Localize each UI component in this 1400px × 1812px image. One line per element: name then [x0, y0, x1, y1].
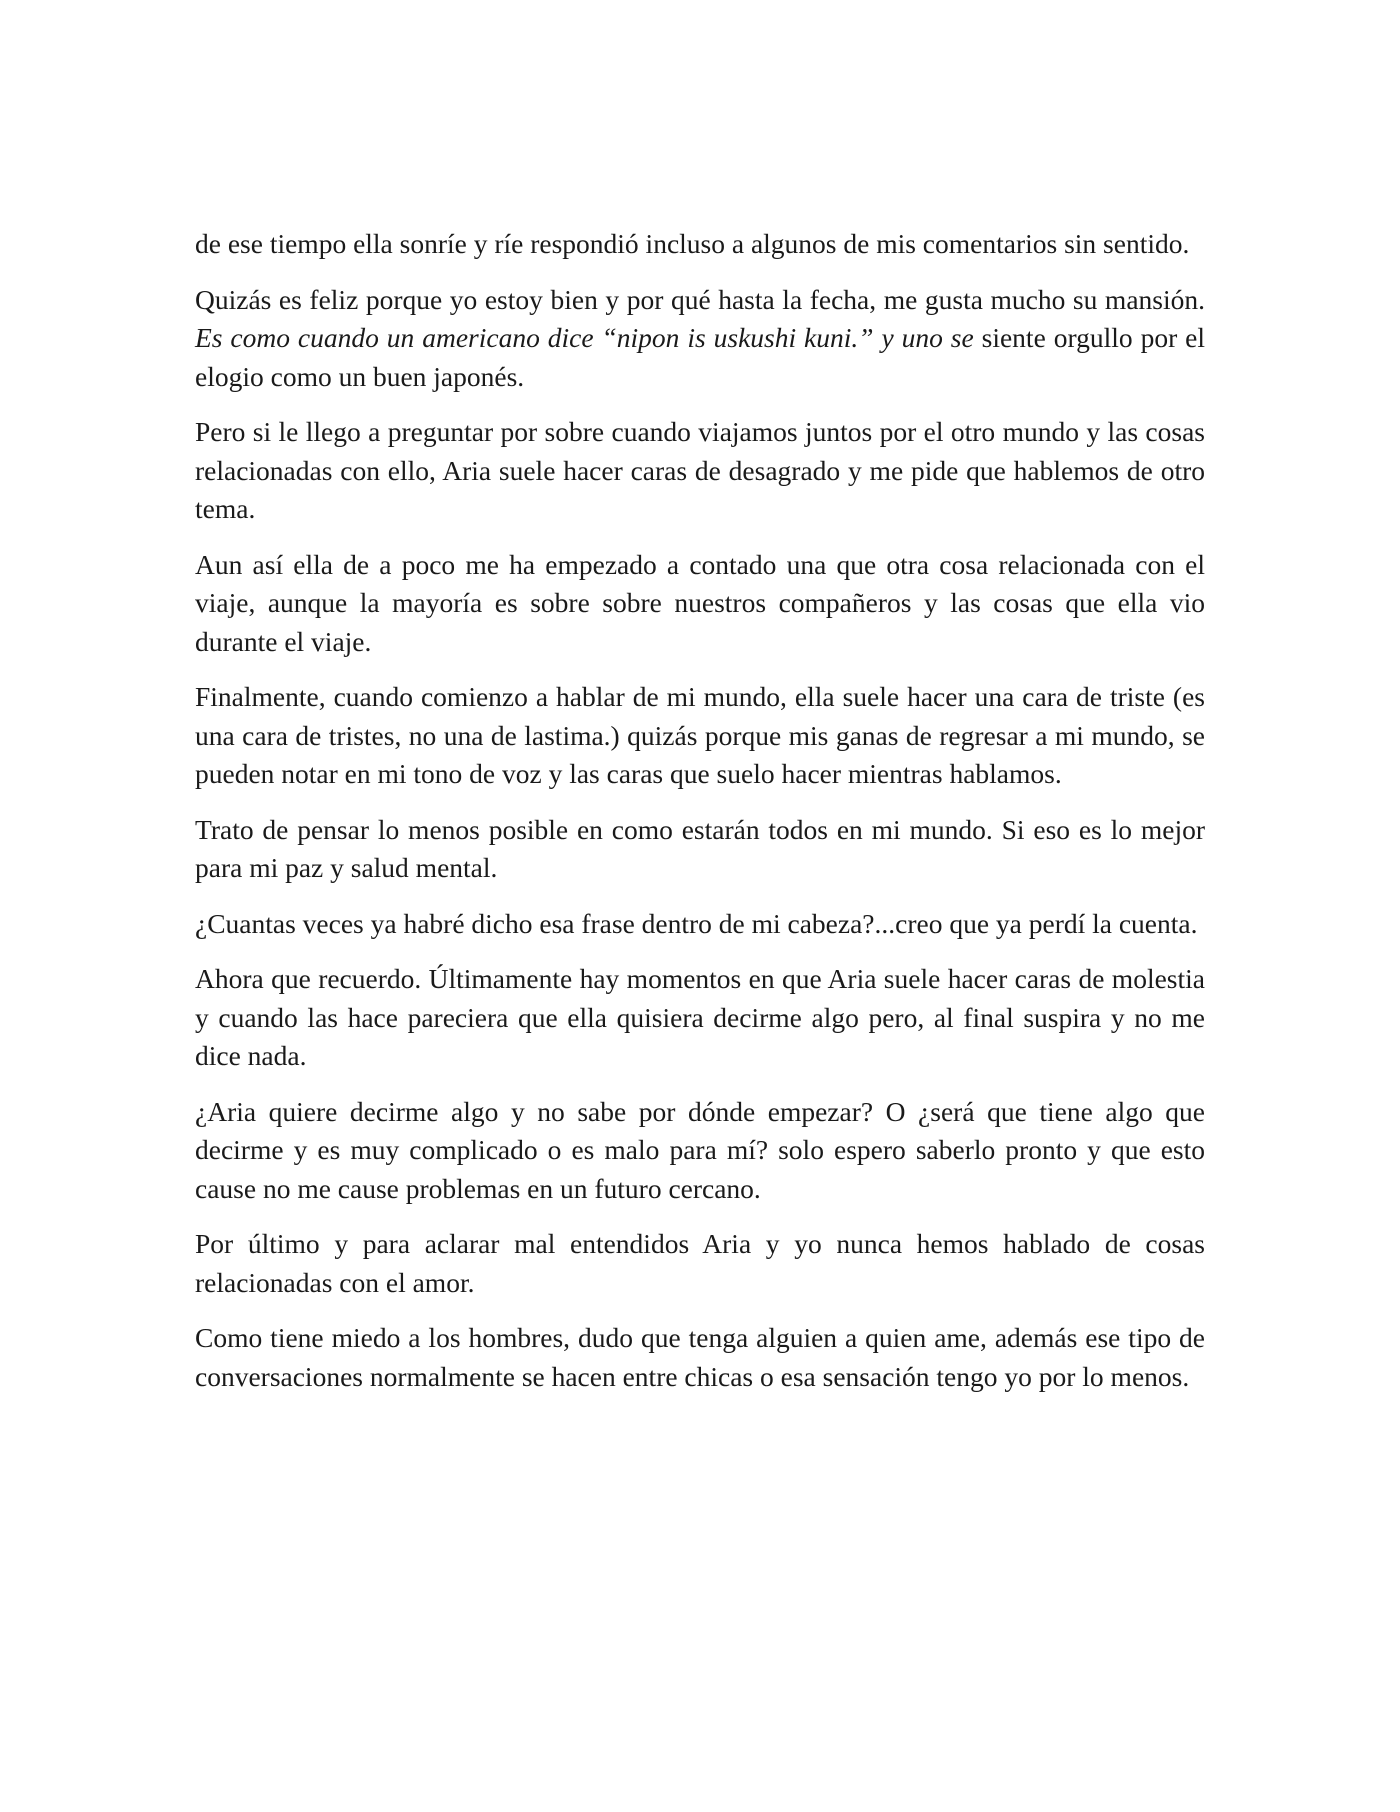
paragraph-2-text-before: Quizás es feliz porque yo estoy bien y por qué hasta la fecha, me gusta mucho su mansión.	[195, 283, 1205, 315]
paragraph-2-text-after: siente orgullo por el elogio como un buen japonés.	[195, 322, 1205, 392]
document-page	[195, 225, 1205, 1396]
paragraph-4: Aun así ella de a poco me ha empezado a contado una que otra cosa relacionada con el viaje, aunque la mayoría es sobre sobre nuestros compañeros y las cosas que ella vio durante el viaje.	[195, 548, 1205, 657]
paragraph-8: Ahora que recuerdo. Últimamente hay momentos en que Aria suele hacer caras de molestia y cuando las hace pareciera que ella quisiera decirme algo pero, al final suspira y no me dice nada.	[195, 963, 1205, 1071]
paragraph-6: Trato de pensar lo menos posible en como estarán todos en mi mundo. Si eso es lo mejor para mi paz y salud mental.	[195, 813, 1205, 883]
paragraph-7: ¿Cuantas veces ya habré dicho esa frase dentro de mi cabeza?...creo que ya perdí la cuenta.	[195, 907, 1198, 939]
paragraph-2	[195, 281, 1205, 397]
paragraph-9: ¿Aria quiere decirme algo y no sabe por dónde empezar? O ¿será que tiene algo que decirme y es muy complicado o es malo para mí? solo espero saberlo pronto y que esto cause no me cause problemas en un futuro cercano.	[195, 1095, 1205, 1204]
paragraph-10: Por último y para aclarar mal entendidos Aria y yo nunca hemos hablado de cosas relacionadas con el amor.	[195, 1228, 1205, 1298]
paragraph-11: Como tiene miedo a los hombres, dudo que tenga alguien a quien ame, además ese tipo de conversaciones normalmente se hacen entre chicas o esa sensación tengo yo por lo menos.	[195, 1322, 1205, 1392]
paragraph-3: Pero si le llego a preguntar por sobre cuando viajamos juntos por el otro mundo y las cosas relacionadas con ello, Aria suele hacer caras de desagrado y me pide que hablemos de otro tema.	[195, 416, 1205, 524]
paragraph-5: Finalmente, cuando comienzo a hablar de mi mundo, ella suele hacer una cara de triste (es una cara de tristes, no una de lastima.) quizás porque mis ganas de regresar a mi mundo, se pueden notar en mi tono de voz y las caras que suelo hacer mientras hablamos.	[195, 681, 1205, 789]
paragraph-1: de ese tiempo ella sonríe y ríe respondió incluso a algunos de mis comentarios sin sentido.	[195, 228, 1190, 259]
paragraph-2-text-italic: Es como cuando un americano dice “nipon is uskushi kuni.” y uno se	[195, 322, 974, 353]
